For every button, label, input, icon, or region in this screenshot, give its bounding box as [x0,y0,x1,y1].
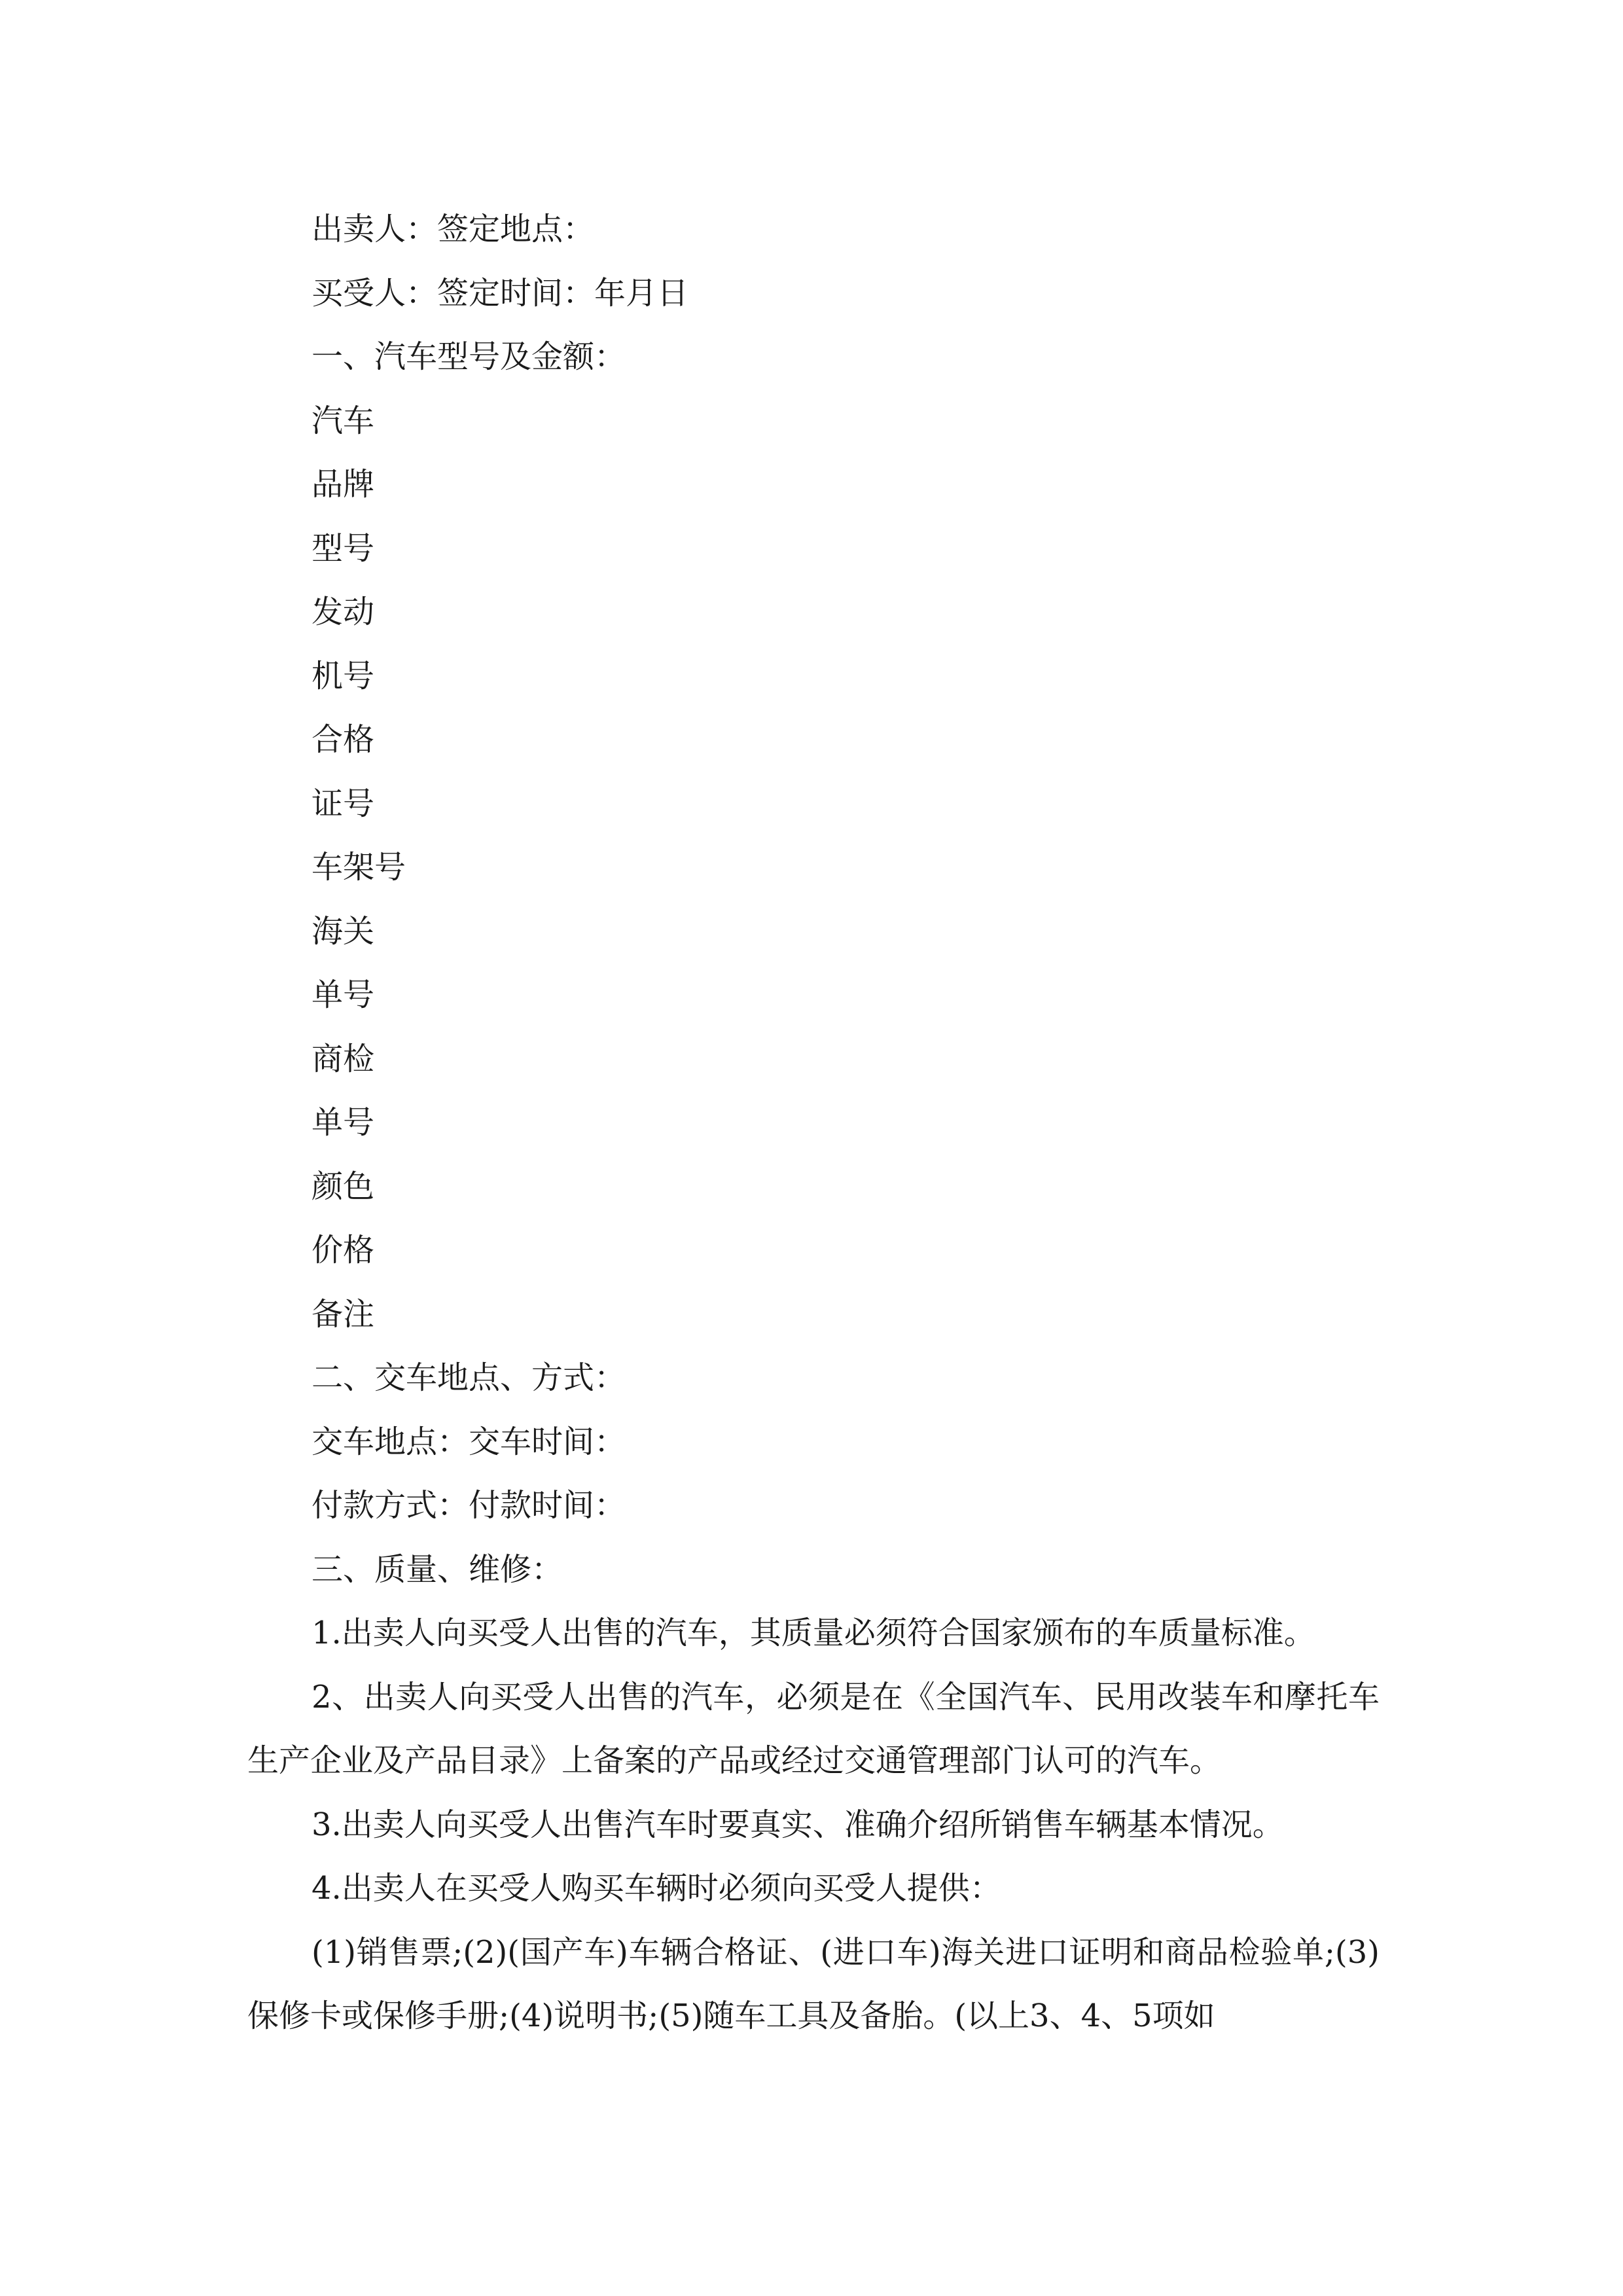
field-label-brand: 品牌 [312,466,375,503]
field-label-certificate-number: 证号 [312,785,375,822]
field-label-notes: 备注 [312,1295,375,1333]
field-label-color: 颜色 [312,1168,375,1205]
seller-signing-place-line: 出卖人：签定地点： [312,211,595,247]
clause-4-items: (1)销售票;(2)(国产车)车辆合格证、(进口车)海关进口证明和商品检验单;(3)保修卡或保修手册;(4)说明书;(5)随车工具及备胎。(以上3、4、5项如 [247,1933,1380,2034]
clause-2: 2、出卖人向买受人出售的汽车，必须是在《全国汽车、民用改装车和摩托车生产企业及产品目录》上备案的产品或经过交通管理部门认可的汽车。 [247,1678,1380,1779]
field-label-price: 价格 [312,1232,375,1268]
clause-1: 1.出卖人向买受人出售的汽车，其质量必须符合国家颁布的车质量标准。 [312,1615,1315,1651]
field-label-frame-number: 车架号 [312,849,406,886]
clause-4: 4.出卖人在买受人购买车辆时必须向买受人提供： [312,1870,1001,1907]
field-label-customs-number: 单号 [312,977,375,1013]
field-label-customs: 海关 [312,912,375,950]
section-3-heading: 三、质量、维修： [312,1551,563,1588]
field-label-car: 汽车 [312,402,375,439]
field-label-certificate: 合格 [312,721,375,758]
field-label-inspection: 商检 [312,1040,375,1077]
clause-3: 3.出卖人向买受人出售汽车时要真实、准确介绍所销售车辆基本情况。 [312,1806,1284,1843]
payment-method-time-line: 付款方式：付款时间： [312,1487,626,1524]
buyer-signing-time-line: 买受人：签定时间：年月日 [312,274,689,312]
field-label-engine-number: 机号 [312,657,375,694]
document-body [247,198,1380,2049]
section-1-heading: 一、汽车型号及金额： [312,338,626,375]
section-2-heading: 二、交车地点、方式： [312,1359,626,1396]
field-label-model: 型号 [312,529,375,567]
field-label-engine: 发动 [312,594,375,630]
delivery-place-time-line: 交车地点：交车时间： [312,1423,626,1460]
field-label-inspection-number: 单号 [312,1104,375,1141]
